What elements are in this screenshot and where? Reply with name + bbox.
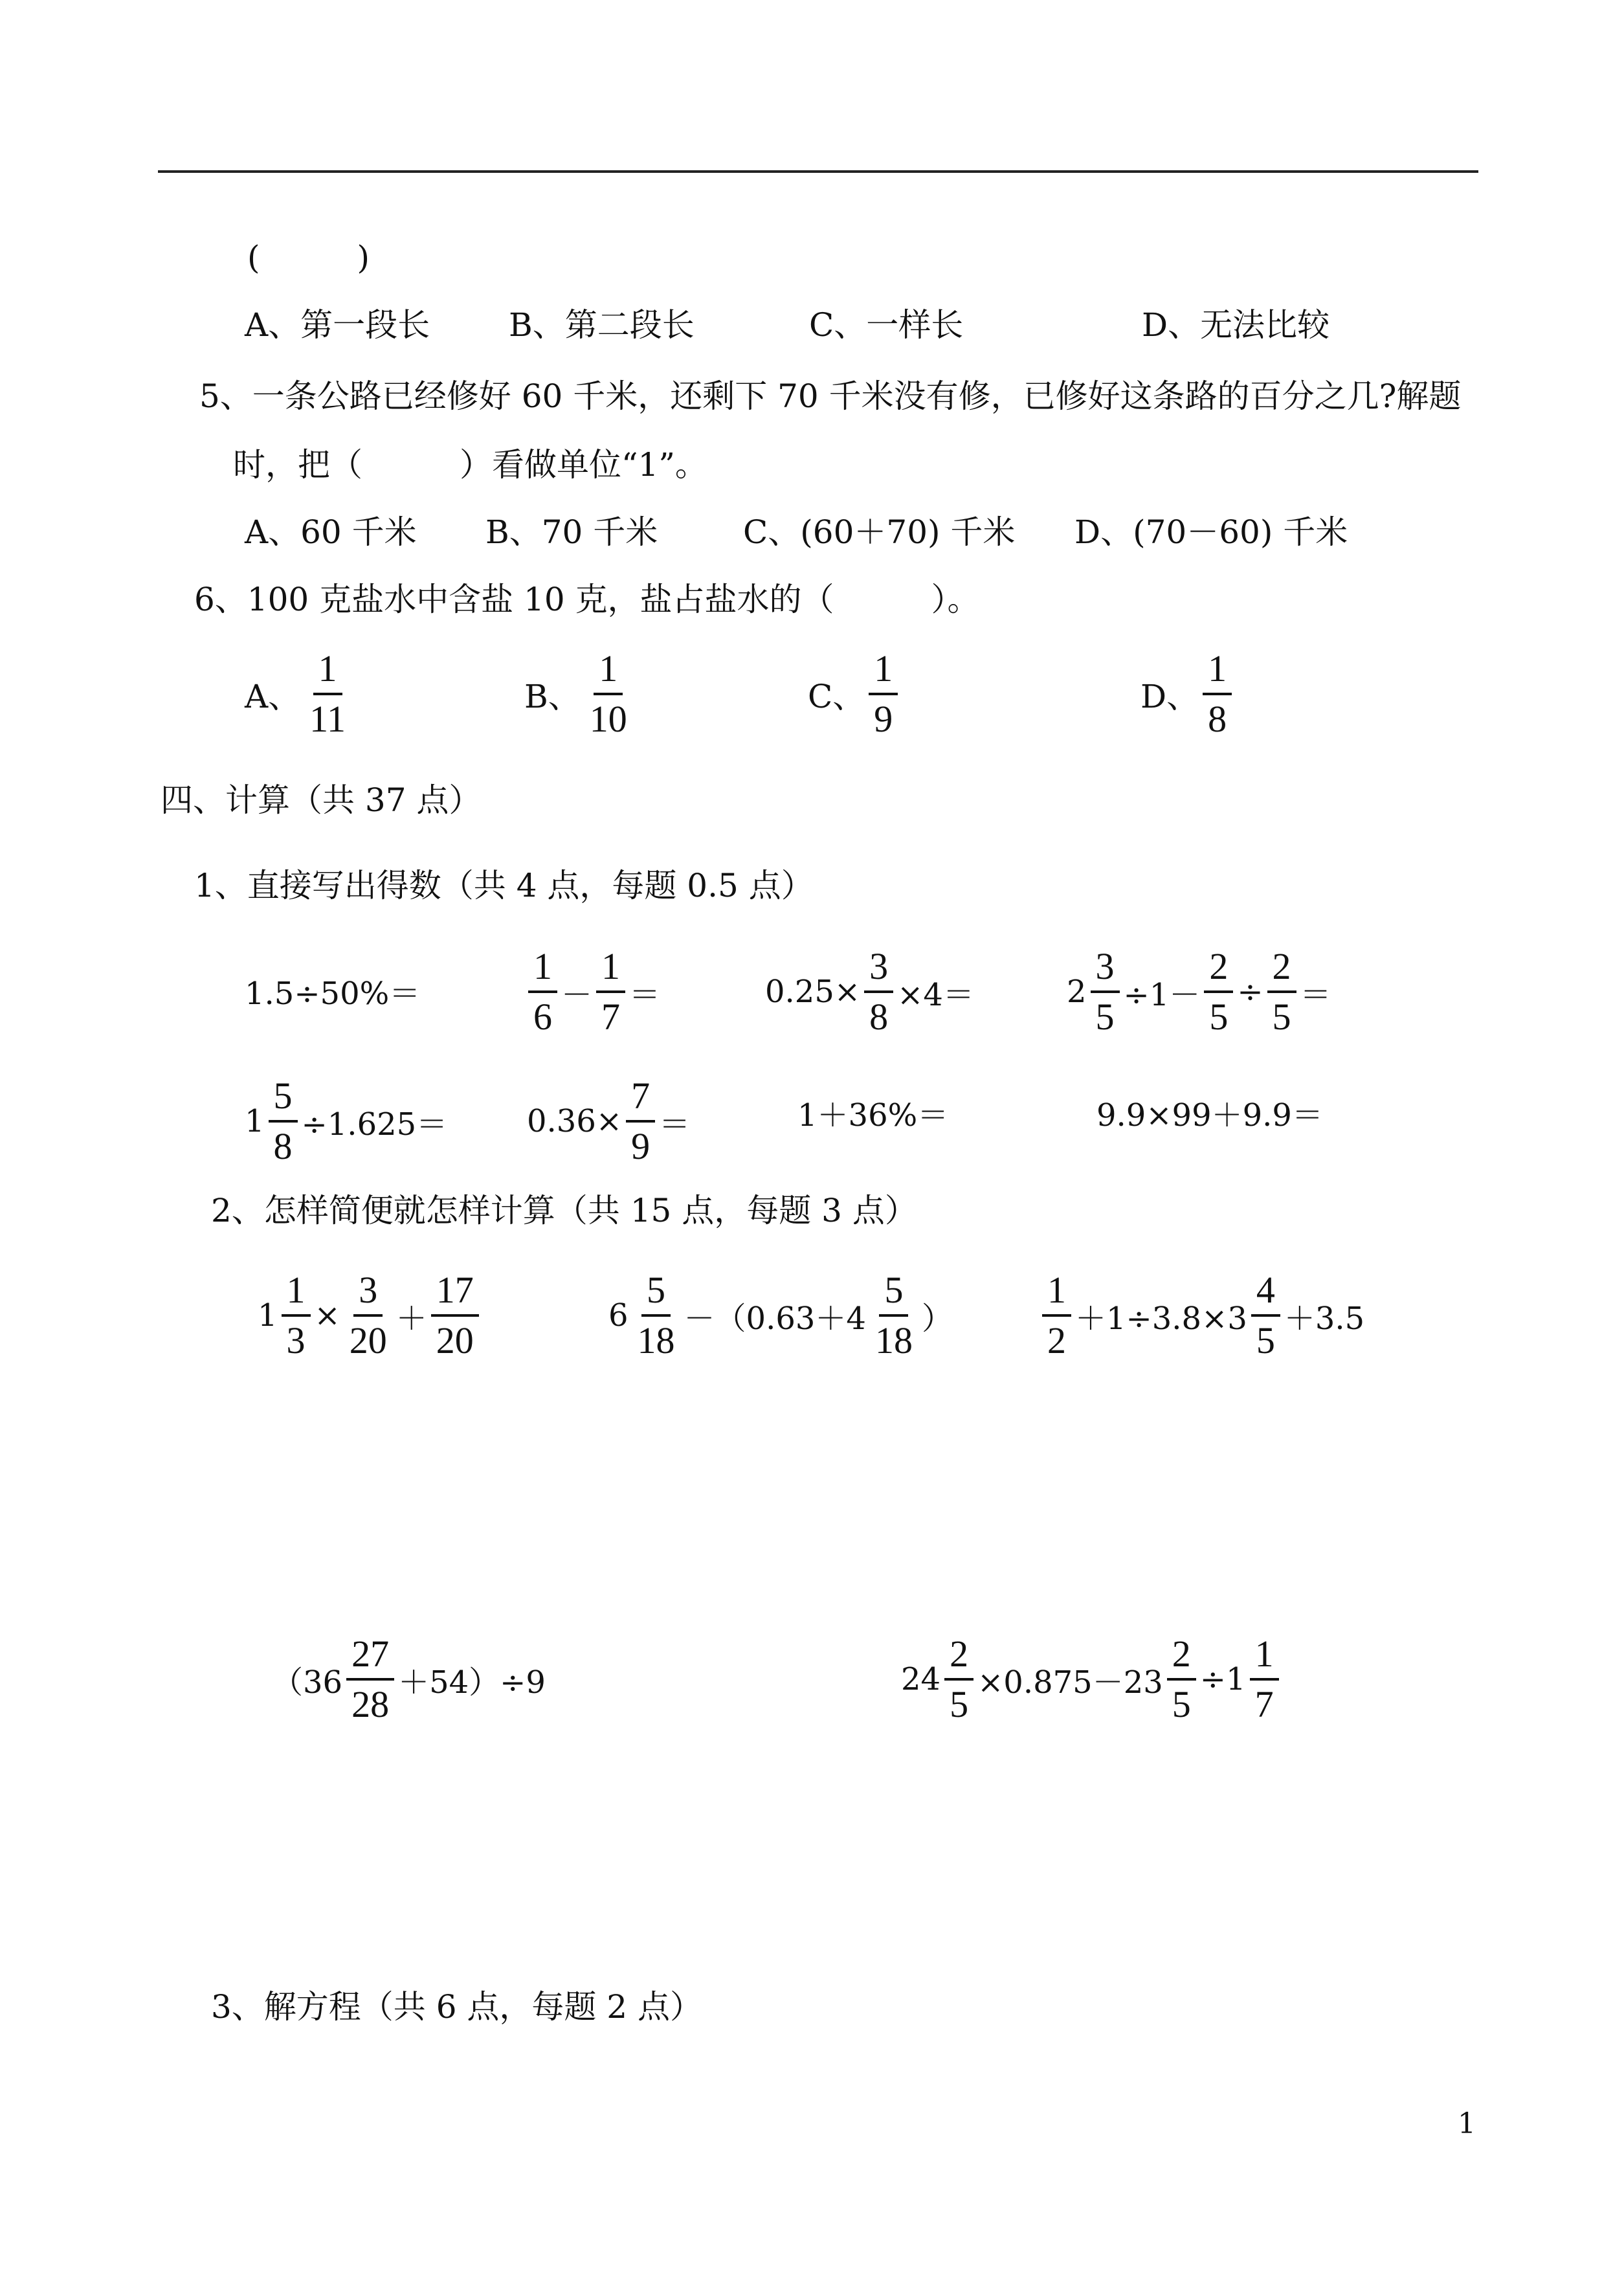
q6-option-b	[524, 647, 636, 741]
q4-option-c: C、一样长	[809, 306, 964, 344]
q4-answer-paren: ( )	[247, 239, 370, 276]
part1-title: 1、直接写出得数（共 4 点，每题 0.5 点）	[194, 867, 814, 904]
exercise-4: 2 $\frac{3}{5}$ ÷1－ $\frac{2}{5}$ ÷ $\frac{2}{5}$ ＝	[1067, 945, 1331, 1038]
calc-1: 1 $\frac{1}{3}$ × $\frac{3}{20}$ ＋ $\frac{17}{20}$	[258, 1269, 483, 1362]
q6-option-d	[1140, 647, 1236, 741]
exercise-5: 1 $\frac{5}{8}$ ÷1.625＝	[245, 1075, 448, 1167]
q4-option-b: B、第二段长	[509, 306, 695, 344]
q5-option-d: D、(70－60) 千米	[1074, 513, 1348, 551]
calc-2: 6 $\frac{5}{18}$ －（0.63＋4 $\frac{5}{18}$ ）	[608, 1269, 953, 1361]
exercise-7: 1＋36%＝	[797, 1097, 949, 1134]
q6-option-d-label: D、	[1140, 678, 1199, 715]
q6-option-a-label: A、	[245, 678, 301, 715]
q5-option-a: A、60 千米	[245, 513, 417, 551]
exercise-3: 0.25× $\frac{3}{8}$ ×4＝	[765, 945, 974, 1038]
calc-4: （36 $\frac{27}{28}$ ＋54）÷9	[272, 1633, 546, 1725]
header-rule	[158, 170, 1478, 173]
q6-option-c-label: C、	[808, 678, 865, 715]
section-title: 四、计算（共 37 点）	[161, 781, 482, 819]
exercise-1: 1.5÷50%＝	[245, 975, 421, 1012]
part2-title: 2、怎样简便就怎样计算（共 15 点，每题 3 点）	[211, 1192, 917, 1229]
calc-3: $\frac{1}{2}$ ＋1÷3.8×3 $\frac{4}{5}$ ＋3.5	[1038, 1269, 1364, 1362]
exercise-6: 0.36× $\frac{7}{9}$ ＝	[527, 1075, 691, 1167]
calc-5: 24 $\frac{2}{5}$ ×0.875－23 $\frac{2}{5}$ ÷1 $\frac{1}{7}$	[901, 1633, 1283, 1726]
q5-text-line1: 5、一条公路已经修好 60 千米，还剩下 70 千米没有修，已修好这条路的百分之几?解题	[199, 377, 1462, 415]
q6-option-d-fraction: $\frac{1}{8}$	[1203, 647, 1232, 741]
q5-option-c: C、(60＋70) 千米	[743, 513, 1016, 551]
q6-option-b-label: B、	[524, 678, 581, 715]
q5-text-line2: 时，把（ ）看做单位“1”。	[233, 446, 707, 484]
exercise-8: 9.9×99＋9.9＝	[1096, 1097, 1323, 1134]
q6-option-a	[245, 647, 355, 741]
part3-title: 3、解方程（共 6 点，每题 2 点）	[211, 1988, 703, 2026]
q4-option-a: A、第一段长	[245, 306, 430, 344]
q6-option-a-fraction: $\frac{1}{11}$	[309, 647, 346, 740]
exercise-2: $\frac{1}{6}$ － $\frac{1}{7}$ ＝	[524, 945, 660, 1038]
q6-option-c	[808, 647, 902, 741]
q6-option-c-fraction: $\frac{1}{9}$	[869, 647, 898, 741]
page-number: 1	[1458, 2107, 1476, 2140]
q4-option-d: D、无法比较	[1142, 306, 1330, 344]
q6-text: 6、100 克盐水中含盐 10 克，盐占盐水的（ ）。	[194, 581, 980, 618]
q6-option-b-fraction: $\frac{1}{10}$	[589, 647, 627, 740]
q5-option-b: B、70 千米	[485, 513, 658, 551]
